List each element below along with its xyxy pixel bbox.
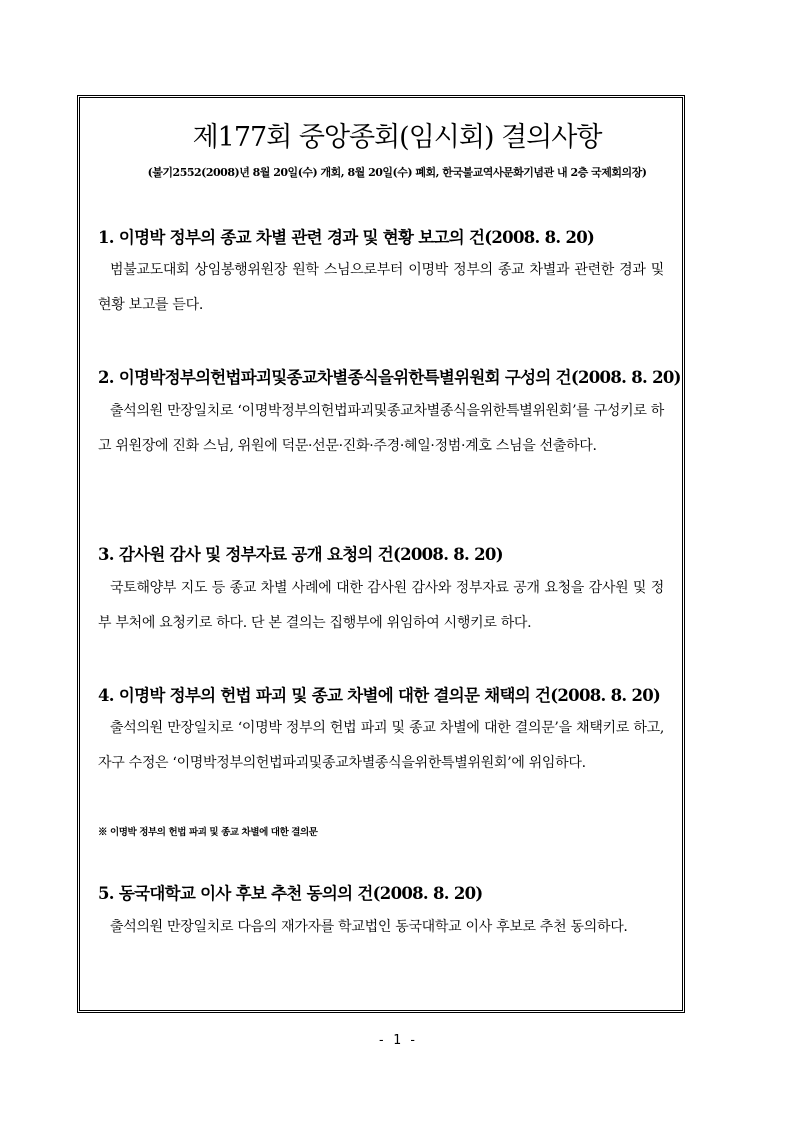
item-4-note: ※ 이명박 정부의 헌법 파괴 및 종교 차별에 대한 결의문 <box>98 827 318 838</box>
item-4-heading: 4. 이명박 정부의 헌법 파괴 및 종교 차별에 대한 결의문 채택의 건(2008. 8. 20) <box>98 686 661 705</box>
item-4-body: 출석의원 만장일치로 ‘이명박 정부의 헌법 파괴 및 종교 차별에 대한 결의문’을 채택키로 하고, 자구 수정은 ‘이명박정부의헌법파괴및종교차별종식을위한특별위원회’에 위임하다. <box>98 720 664 771</box>
page-number: - 1 - <box>377 1033 417 1048</box>
item-3-body: 국토해양부 지도 등 종교 차별 사례에 대한 감사원 감사와 정부자료 공개 요청을 감사원 및 정부 부처에 요청키로 하다. 단 본 결의는 집행부에 위임하여 시행키로 하다. <box>98 580 664 631</box>
item-2-body: 출석의원 만장일치로 ‘이명박정부의헌법파괴및종교차별종식을위한특별위원회’를 구성키로 하고 위원장에 진화 스님, 위원에 덕문·선문·진화·주경·혜일·정범·계호 스님을 선출하다. <box>98 403 664 454</box>
item-1-heading: 1. 이명박 정부의 종교 차별 관련 경과 및 현황 보고의 건(2008. 8. 20) <box>98 228 595 247</box>
meeting-info: (불기2552(2008)년 8월 20일(수) 개회, 8월 20일(수) 폐회, 한국불교역사문화기념관 내 2층 국제회의장) <box>147 166 647 179</box>
item-3-heading: 3. 감사원 감사 및 정부자료 공개 요청의 건(2008. 8. 20) <box>98 545 503 564</box>
item-5-body: 출석의원 만장일치로 다음의 재가자를 학교법인 동국대학교 이사 후보로 추천 동의하다. <box>110 919 628 935</box>
item-2-heading: 2. 이명박정부의헌법파괴및종교차별종식을위한특별위원회 구성의 건(2008. 8. 20) <box>98 368 681 387</box>
item-1-body: 범불교도대회 상임봉행위원장 원학 스님으로부터 이명박 정부의 종교 차별과 관련한 경과 및 현황 보고를 듣다. <box>98 262 664 313</box>
item-5-heading: 5. 동국대학교 이사 후보 추천 동의의 건(2008. 8. 20) <box>98 884 483 903</box>
document-title: 제177회 중앙종회(임시회) 결의사항 <box>192 122 602 153</box>
